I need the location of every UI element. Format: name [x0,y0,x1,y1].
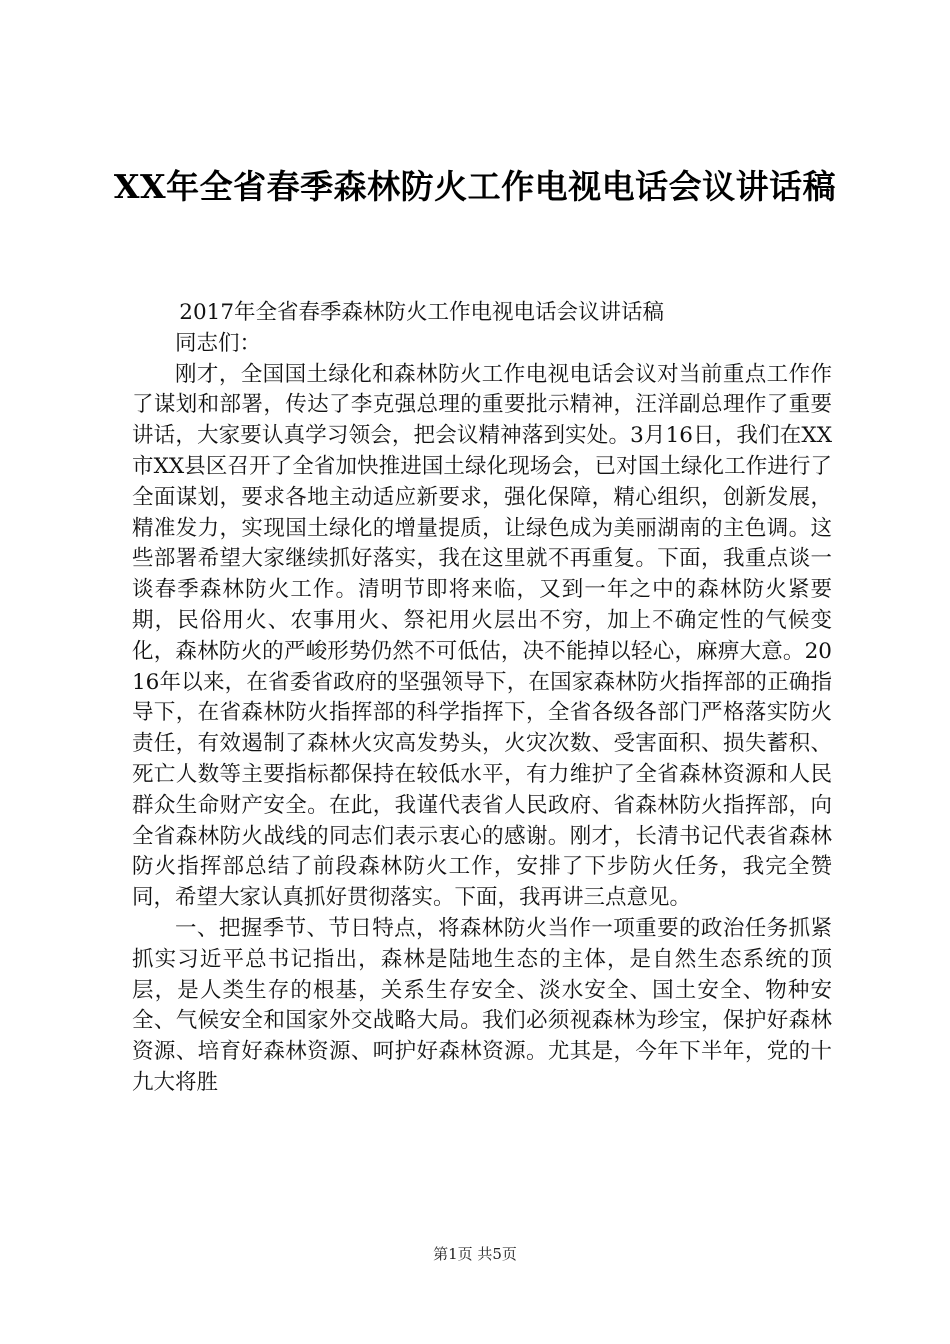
document-title: XX年全省春季森林防火工作电视电话会议讲话稿 [113,167,837,206]
salutation-paragraph: 同志们： [175,330,262,356]
body-paragraph: 一、把握季节、节日特点，将森林防火当作一项重要的政治任务抓紧抓实习近平总书记指出，森林是陆地生态的主体，是自然生态系统的顶层，是人类生存的根基，关系生存安全、淡水安全、国土安全、物种安全、气候安全和国家外交战略大局。我们必须视森林为珍宝，保护好森林资源、培育好森林资源、呵护好森林资源。尤其是，今年下半年，党的十九大将胜 [132,915,832,1095]
subtitle-paragraph: 2017年全省春季森林防火工作电视电话会议讲话稿 [179,300,665,325]
page-footer: 第1页 共5页 [433,1245,517,1263]
document-body [132,298,832,1099]
body-paragraph: 刚才，全国国土绿化和森林防火工作电视电话会议对当前重点工作作了谋划和部署，传达了李克强总理的重要批示精神，汪洋副总理作了重要讲话，大家要认真学习领会，把会议精神落到实处。3月16日，我们在XX市XX县区召开了全省加快推进国土绿化现场会，已对国土绿化工作进行了全面谋划，要求各地主动适应新要求，强化保障，精心组织，创新发展，精准发力，实现国土绿化的增量提质，让绿色成为美丽湖南的主色调。这些部署希望大家继续抓好落实，我在这里就不再重复。下面，我重点谈一谈春季森林防火工作。清明节即将来临，又到一年之中的森林防火紧要期，民俗用火、农事用火、祭祀用火层出不穷，加上不确定性的气候变化，森林防火的严峻形势仍然不可低估，决不能掉以轻心，麻痹大意。2016年以来，在省委省政府的坚强领导下，在国家森林防火指挥部的正确指导下，在省森林防火指挥部的科学指挥下，全省各级各部门严格落实防火责任，有效遏制了森林火灾高发势头，火灾次数、受害面积、损失蓄积、死亡人数等主要指标都保持在较低水平，有力维护了全省森林资源和人民群众生命财产安全。在此，我谨代表省人民政府、省森林防火指挥部，向全省森林防火战线的同志们表示衷心的感谢。刚才，长清书记代表省森林防火指挥部总结了前段森林防火工作，安排了下步防火任务，我完全赞同，希望大家认真抓好贯彻落实。下面，我再讲三点意见。 [132,361,832,911]
